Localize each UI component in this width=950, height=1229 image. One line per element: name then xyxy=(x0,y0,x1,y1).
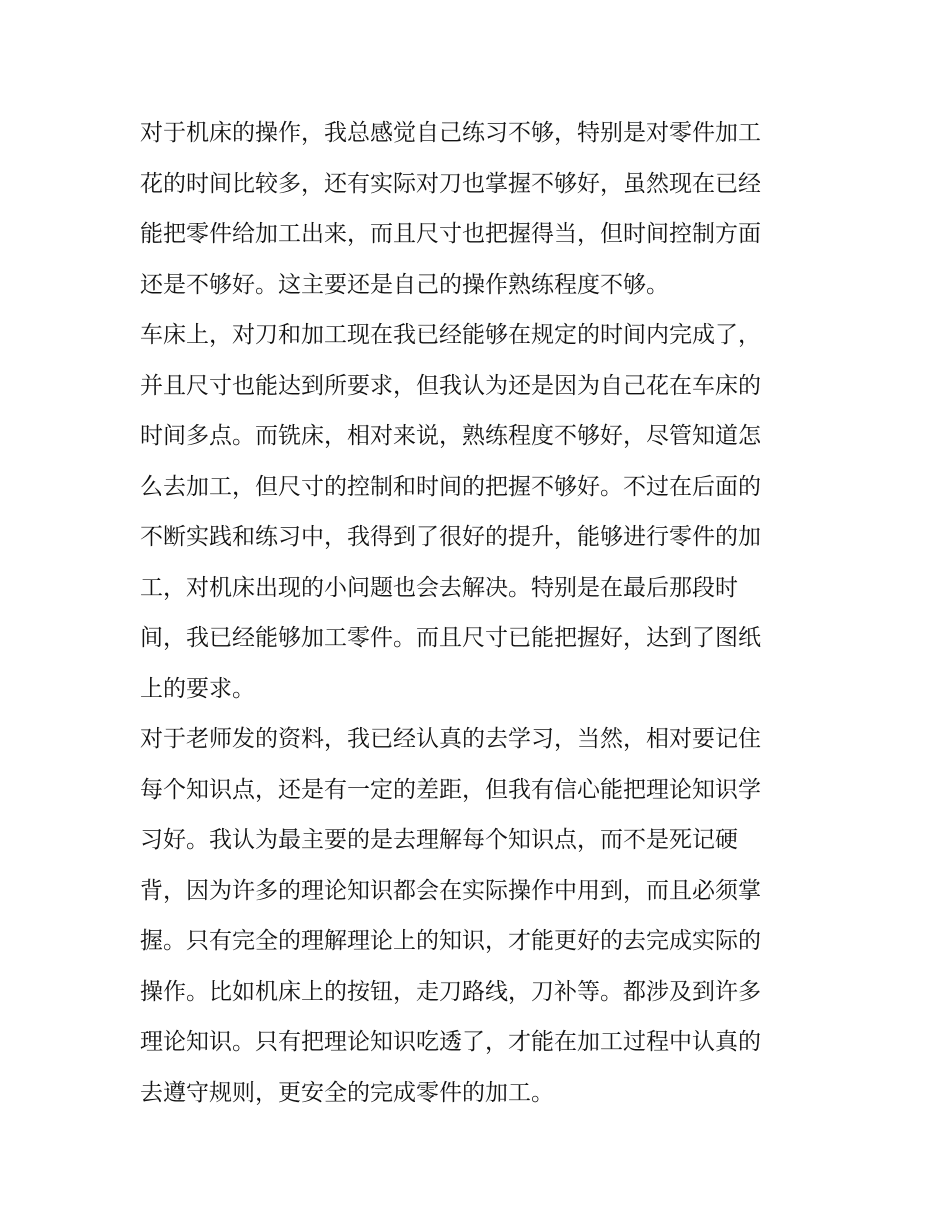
paragraph-2 xyxy=(140,310,820,714)
text-line: 习好。我认为最主要的是去理解每个知识点，而不是死记硬 xyxy=(140,827,738,853)
paragraph-3 xyxy=(140,714,820,1118)
text-line: 握。只有完全的理解理论上的知识，才能更好的去完成实际的 xyxy=(140,928,761,954)
text-line: 么去加工，但尺寸的控制和时间的把握不够好。不过在后面的 xyxy=(140,473,761,500)
text-line: 背，因为许多的理论知识都会在实际操作中用到，而且必须掌 xyxy=(140,877,761,904)
text-line: 车床上，对刀和加工现在我已经能够在规定的时间内完成了， xyxy=(140,322,761,348)
document-body xyxy=(140,108,820,1118)
text-line: 对于机床的操作，我总感觉自己练习不够，特别是对零件加工 xyxy=(140,120,761,146)
text-line: 还是不够好。这主要还是自己的操作熟练程度不够。 xyxy=(140,271,669,298)
text-line: 理论知识。只有把理论知识吃透了，才能在加工过程中认真的 xyxy=(140,1029,761,1055)
text-line: 花的时间比较多，还有实际对刀也掌握不够好，虽然现在已经 xyxy=(140,170,761,197)
text-line: 工，对机床出现的小问题也会去解决。特别是在最后那段时 xyxy=(140,574,738,601)
text-line: 上的要求。 xyxy=(140,675,255,702)
text-line: 每个知识点，还是有一定的差距，但我有信心能把理论知识学 xyxy=(140,776,761,803)
text-line: 不断实践和练习中，我得到了很好的提升，能够进行零件的加 xyxy=(140,524,761,550)
text-line: 能把零件给加工出来，而且尺寸也把握得当，但时间控制方面 xyxy=(140,221,761,247)
text-line: 去遵守规则，更安全的完成零件的加工。 xyxy=(140,1079,554,1106)
text-line: 操作。比如机床上的按钮，走刀路线，刀补等。都涉及到许多 xyxy=(140,978,761,1005)
text-line: 时间多点。而铣床，相对来说，熟练程度不够好，尽管知道怎 xyxy=(140,423,761,449)
paragraph-1 xyxy=(140,108,820,310)
text-line: 并且尺寸也能达到所要求，但我认为还是因为自己花在车床的 xyxy=(140,372,761,399)
text-line: 对于老师发的资料，我已经认真的去学习，当然，相对要记住 xyxy=(140,726,761,752)
text-line: 间，我已经能够加工零件。而且尺寸已能把握好，达到了图纸 xyxy=(140,625,761,651)
